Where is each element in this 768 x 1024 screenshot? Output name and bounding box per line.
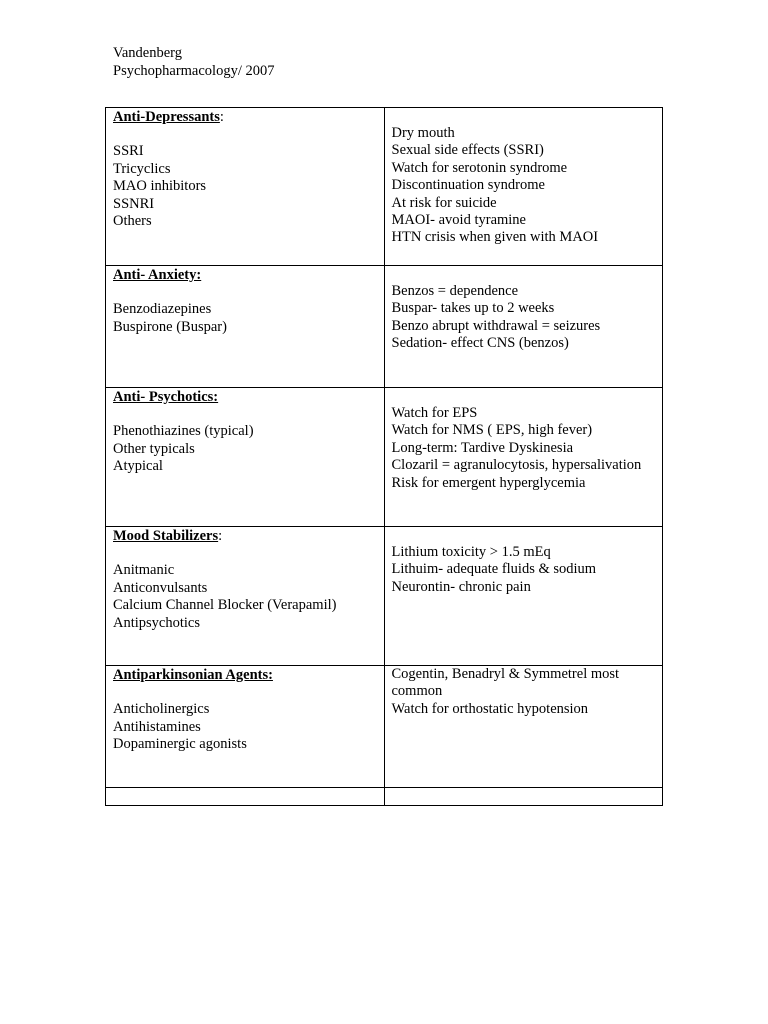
table-row bbox=[106, 266, 663, 388]
drug-class-cell bbox=[106, 527, 385, 666]
side-effects-cell bbox=[384, 266, 663, 388]
note-item: Discontinuation syndrome bbox=[391, 177, 545, 194]
category-title: Mood Stabilizers: bbox=[113, 528, 223, 544]
course-title: Psychopharmacology/ 2007 bbox=[113, 63, 275, 79]
category-title: Anti-Depressants: bbox=[113, 109, 224, 125]
side-effects-cell bbox=[384, 388, 663, 527]
note-item: Cogentin, Benadryl & Symmetrel most common bbox=[391, 666, 620, 700]
list-item: Anitmanic bbox=[113, 562, 175, 579]
note-item: Neurontin- chronic pain bbox=[391, 578, 531, 595]
note-item: Dry mouth bbox=[391, 125, 455, 141]
document-header bbox=[113, 44, 275, 80]
list-item: Others bbox=[113, 213, 152, 230]
note-item: Watch for NMS ( EPS, high fever) bbox=[391, 422, 593, 439]
list-item: SSNRI bbox=[113, 195, 155, 212]
table-row bbox=[106, 666, 663, 788]
note-item: MAOI- avoid tyramine bbox=[391, 212, 526, 229]
note-item: Long-term: Tardive Dyskinesia bbox=[391, 439, 574, 456]
drug-class-cell bbox=[106, 666, 385, 788]
note-item: Buspar- takes up to 2 weeks bbox=[391, 300, 555, 317]
note-item: Sexual side effects (SSRI) bbox=[391, 142, 544, 159]
note-item: Sedation- effect CNS (benzos) bbox=[391, 335, 569, 352]
note-item: Lithuim- adequate fluids & sodium bbox=[391, 561, 597, 578]
list-item: Buspirone (Buspar) bbox=[113, 318, 227, 335]
list-item: SSRI bbox=[113, 143, 144, 160]
note-item: Benzo abrupt withdrawal = seizures bbox=[391, 317, 601, 334]
side-effects-cell bbox=[384, 666, 663, 788]
list-item: Anticonvulsants bbox=[113, 579, 208, 596]
side-effects-cell bbox=[384, 108, 663, 266]
note-item: Watch for serotonin syndrome bbox=[391, 159, 568, 176]
category-title: Anti- Anxiety: bbox=[113, 267, 202, 283]
note-item: Benzos = dependence bbox=[391, 283, 519, 299]
table-row bbox=[106, 527, 663, 666]
drug-class-cell bbox=[106, 108, 385, 266]
list-item: Antihistamines bbox=[113, 718, 201, 735]
note-item: Watch for orthostatic hypotension bbox=[391, 700, 589, 717]
list-item: Calcium Channel Blocker (Verapamil) bbox=[113, 597, 337, 614]
note-item: HTN crisis when given with MAOI bbox=[391, 229, 599, 246]
drug-class-cell bbox=[106, 388, 385, 527]
table-row bbox=[106, 108, 663, 266]
category-title: Antiparkinsonian Agents: bbox=[113, 667, 273, 683]
empty-cell bbox=[384, 788, 663, 806]
drug-class-cell bbox=[106, 266, 385, 388]
note-item: Clozaril = agranulocytosis, hypersalivation bbox=[391, 457, 642, 474]
list-item: Other typicals bbox=[113, 440, 195, 457]
list-item: Antipsychotics bbox=[113, 614, 200, 631]
note-item: Lithium toxicity > 1.5 mEq bbox=[391, 544, 551, 560]
list-item: Atypical bbox=[113, 458, 163, 475]
drug-class-table bbox=[105, 107, 663, 806]
list-item: Benzodiazepines bbox=[113, 301, 212, 318]
table-row bbox=[106, 388, 663, 527]
note-item: Watch for EPS bbox=[391, 405, 478, 421]
list-item: Phenothiazines (typical) bbox=[113, 423, 254, 440]
table-row-empty bbox=[106, 788, 663, 806]
note-item: Risk for emergent hyperglycemia bbox=[391, 474, 586, 491]
list-item: Dopaminergic agonists bbox=[113, 736, 247, 753]
empty-cell bbox=[106, 788, 385, 806]
list-item: Tricyclics bbox=[113, 160, 171, 177]
side-effects-cell bbox=[384, 527, 663, 666]
list-item: Anticholinergics bbox=[113, 701, 210, 718]
category-title: Anti- Psychotics: bbox=[113, 389, 219, 405]
author-name: Vandenberg bbox=[113, 45, 182, 61]
list-item: MAO inhibitors bbox=[113, 178, 207, 195]
note-item: At risk for suicide bbox=[391, 194, 497, 211]
